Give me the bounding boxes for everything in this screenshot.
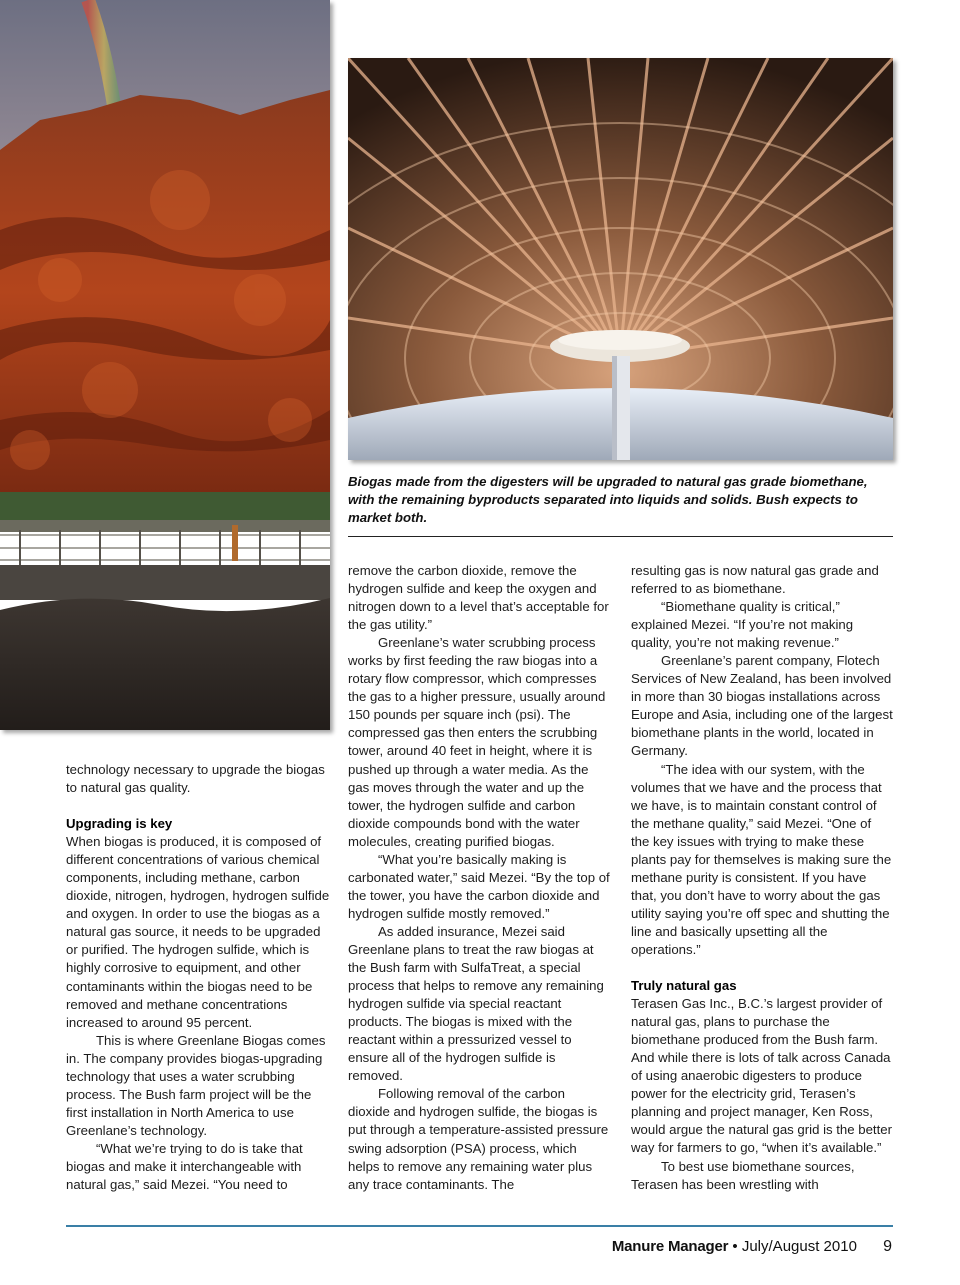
article-column-3: [631, 562, 893, 1194]
paragraph: resulting gas is now natural gas grade and referred to as biomethane.: [631, 563, 879, 597]
paragraph: When biogas is produced, it is composed of different concentrations of various chemical components, including methane, carbon dioxide, nitrogen, hydrogen, hydrogen sulfide and oxygen. In order to use the biogas as a natural gas source, it needs to be upgraded or purified. The hydrogen sulfide, which is highly corrosive to equipment, and other contaminants within the biogas need to be removed and methane concentrations increased to around 95 percent.: [66, 834, 330, 1030]
magazine-name: Manure Manager: [611, 1238, 729, 1255]
hillside-photo: [0, 0, 330, 730]
issue-date: July/August 2010: [741, 1238, 857, 1255]
dome-photo: [348, 58, 893, 460]
footer-divider: [66, 1225, 893, 1227]
article-column-1: [66, 761, 332, 1194]
paragraph: technology necessary to upgrade the biogas to natural gas quality.: [66, 762, 325, 796]
paragraph: “What you’re basically making is carbonated water,” said Mezei. “By the top of the tower, you have the carbon dioxide and hydrogen sulfide mostly removed.”: [348, 851, 610, 921]
paragraph: To best use biomethane sources, Terasen has been wrestling with: [631, 1158, 855, 1192]
footer-separator: •: [732, 1238, 738, 1255]
paragraph: remove the carbon dioxide, remove the hydrogen sulfide and keep the oxygen and nitrogen down to a level that’s acceptable for the gas utility.”: [348, 563, 609, 633]
paragraph: Greenlane’s water scrubbing process works by first feeding the raw biogas into a rotary flow compressor, which compresses the gas to a higher pressure, usually around 150 pounds per square inch (psi). The compressed gas then enters the scrubbing tower, around 40 feet in height, where it is pushed up through a water media. As the gas moves through the water and up the tower, the hydrogen sulfide and carbon dioxide compounds bond with the water molecules, creating purified biogas.: [348, 635, 606, 849]
paragraph: Greenlane’s parent company, Flotech Services of New Zealand, has been involved in more than 30 biogas installations across Europe and Asia, including one of the largest biomethane plants in the world, located in Germany.: [631, 653, 893, 759]
page-footer: [612, 1238, 892, 1256]
subheading-truly-natural-gas: Truly natural gas: [631, 978, 737, 994]
paragraph: “What we’re trying to do is take that biogas and make it interchangeable with natural gas,” said Mezei. “You need to: [66, 1140, 303, 1193]
paragraph: Following removal of the carbon dioxide and hydrogen sulfide, the biogas is put through a temperature-assisted pressure swing adsorption (PSA) process, which helps to remove any remaining water plus any trace contaminants. The: [348, 1086, 609, 1192]
page-number: 9: [883, 1238, 892, 1255]
paragraph: “Biomethane quality is critical,” explained Mezei. “If you’re not making quality, you’re not making revenue.”: [631, 599, 854, 651]
article-column-2: [348, 562, 610, 1194]
paragraph: This is where Greenlane Biogas comes in. The company provides biogas-upgrading technology that uses a water scrubbing process. The Bush farm project will be the first installation in North America to use Greenlane’s technology.: [66, 1032, 326, 1138]
subheading-upgrading: Upgrading is key: [66, 816, 173, 832]
paragraph: As added insurance, Mezei said Greenlane plans to treat the raw biogas at the Bush farm with SulfaTreat, a special process that helps to remove any remaining hydrogen sulfide via special reactant products. The biogas is mixed with the reactant within a pressurized vessel to ensure all of the hydrogen sulfide is removed.: [348, 923, 604, 1084]
photo-caption: Biogas made from the digesters will be upgraded to natural gas grade biomethane, with the remaining byproducts separated into liquids and solids. Bush expects to market both.: [348, 474, 868, 525]
paragraph: Terasen Gas Inc., B.C.’s largest provider of natural gas, plans to purchase the biomethane produced from the Bush farm. And while there is lots of talk across Canada of using anaerobic digesters to produce power for the electricity grid, Terasen’s planning and project manager, Ken Ross, would argue the natural gas grid is the better way for farmers to go, “when it’s available.”: [631, 996, 892, 1156]
caption-divider: [348, 536, 893, 537]
paragraph: “The idea with our system, with the volumes that we have and the process that we have, is to maintain constant control of the methane quality,” said Mezei. “One of the key issues with trying to make these plants pay for themselves is making sure the methane purity is consistent. If you have that, you don’t have to worry about the gas utility saying you’re off spec and shutting the line and basically upsetting all the operations.”: [631, 761, 892, 957]
